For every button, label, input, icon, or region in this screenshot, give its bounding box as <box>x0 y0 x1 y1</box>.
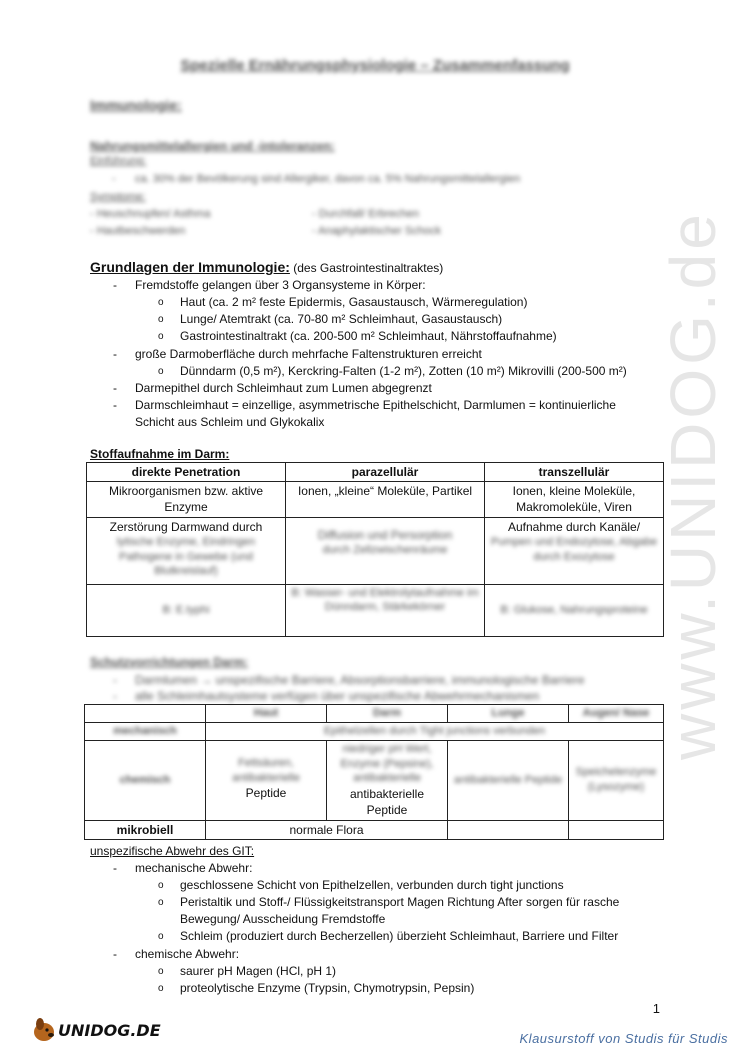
page-number: 1 <box>652 1001 660 1016</box>
schutz-heading: Schutzvorrichtungen Darm: <box>90 655 249 669</box>
symptom-item: - Heuschnupfen/ Asthma <box>90 208 211 220</box>
cell-text-blurred: lytische Enzyme, Eindringen Pathogene in Gewebe (und Blutkreislauf) <box>116 535 256 578</box>
dash-bullet: - <box>113 947 117 961</box>
table-cell: B: Glukose, Nahrungsproteine <box>485 584 664 636</box>
list-item: proteolytische Enzyme (Trypsin, Chymotrypsin, Pepsin) <box>180 981 475 995</box>
table-cell: B: E.typhi <box>87 584 286 636</box>
table-cell: Speichelenzyme (Lysozyme) <box>569 740 664 820</box>
list-item: Bewegung/ Ausscheidung Fremdstoffe <box>180 912 386 926</box>
abwehr-heading: unspezifische Abwehr des GIT: <box>90 844 255 858</box>
list-item: Darmepithel durch Schleimhaut zum Lumen abgegrenzt <box>135 381 432 395</box>
grundlagen-heading-line <box>90 258 443 277</box>
list-item: chemische Abwehr: <box>135 947 240 961</box>
list-item: saurer pH Magen (HCl, pH 1) <box>180 964 337 978</box>
table-cell: Mikroorganismen bzw. aktive Enzyme <box>87 482 286 517</box>
circle-bullet-icon: o <box>158 966 164 977</box>
circle-bullet-icon: o <box>158 297 164 308</box>
table-cell: Ionen, kleine Moleküle, Makromoleküle, Viren <box>485 482 664 517</box>
cell-text-blurred: durch Zellzwischenräume <box>322 543 448 556</box>
logo-text: UNIDOG.DE <box>58 1021 161 1040</box>
cell-text: Peptide <box>366 803 408 818</box>
cell-text: Peptide <box>245 786 287 801</box>
cell-text-blurred: Diffusion und Persorption <box>317 527 453 542</box>
table-cell <box>569 820 664 839</box>
cell-text-blurred: Fettsäuren, antibakterielle <box>232 756 300 784</box>
list-item: mechanische Abwehr: <box>135 861 253 875</box>
allergien-heading: Nahrungsmittelallergien und -intoleranzen: <box>90 139 335 153</box>
circle-bullet-icon: o <box>158 366 164 377</box>
table-cell <box>448 820 569 839</box>
grundlagen-heading: Grundlagen der Immunologie: <box>90 259 290 275</box>
circle-bullet-icon: o <box>158 880 164 891</box>
page-title: Spezielle Ernährungsphysiologie – Zusammenfassung <box>180 57 570 74</box>
schutz-table <box>84 704 664 840</box>
list-item: Dünndarm (0,5 m²), Kerckring-Falten (1-2 m²), Zotten (10 m²) Mikrovilli (200-500 m²) <box>180 364 627 378</box>
stoffaufnahme-heading: Stoffaufnahme im Darm: <box>90 447 230 461</box>
table-cell <box>87 517 286 584</box>
table-cell: B: Wasser- und Elektrolytaufnahme im Dünndarm, Stärkekörner <box>286 584 485 636</box>
list-item: Fremdstoffe gelangen über 3 Organsysteme in Körper: <box>135 278 426 292</box>
cell-text: antibakterielle <box>349 787 425 802</box>
row-label: mikrobiell <box>85 820 206 839</box>
table-header: transzellulär <box>485 463 664 482</box>
table-header: Haut <box>206 705 327 723</box>
list-item: Lunge/ Atemtrakt (ca. 70-80 m² Schleimhaut, Gasaustausch) <box>180 312 503 326</box>
footer-tagline: Klausurstoff von Studis für Studis <box>519 1031 728 1046</box>
list-item: Haut (ca. 2 m² feste Epidermis, Gasaustausch, Wärmeregulation) <box>180 295 528 309</box>
table-header: Augen/ Nase <box>569 705 664 723</box>
dash-bullet: - <box>113 381 117 395</box>
symptom-item: - Durchfall/ Erbrechen <box>312 208 419 220</box>
list-item: alle Schleimhautsysteme verfügen über unspezifische Abwehrmechanismen <box>135 689 540 703</box>
grundlagen-suffix: (des Gastrointestinaltraktes) <box>289 261 444 275</box>
table-header: direkte Penetration <box>87 463 286 482</box>
circle-bullet-icon: o <box>158 931 164 942</box>
symptom-item: - Hautbeschwerden <box>90 225 186 237</box>
stoffaufnahme-table <box>86 462 664 637</box>
symptom-item: - Anaphylaktischer Schock <box>312 225 442 237</box>
table-header <box>85 705 206 723</box>
table-cell <box>206 740 327 820</box>
circle-bullet-icon: o <box>158 897 164 908</box>
dash-bullet: - <box>113 278 117 292</box>
table-cell: normale Flora <box>206 820 448 839</box>
list-item: Darmschleimhaut = einzellige, asymmetrische Epithelschicht, Darmlumen = kontinuierliche <box>135 398 616 412</box>
table-header: Lunge <box>448 705 569 723</box>
cell-text: Aufnahme durch Kanäle/ <box>507 519 641 534</box>
einfuehrung-dash: - <box>112 173 116 185</box>
row-label: chemisch <box>85 740 206 820</box>
dash-bullet: - <box>113 673 117 687</box>
list-item: geschlossene Schicht von Epithelzellen, verbunden durch tight junctions <box>180 878 564 892</box>
table-header: Darm <box>327 705 448 723</box>
cell-text-blurred: Pumpen und Endozytose, Abgabe durch Exozytose <box>490 535 658 563</box>
dash-bullet: - <box>113 861 117 875</box>
dash-bullet: - <box>113 347 117 361</box>
table-cell: Epithelzellen durch Tight junctions verbunden <box>206 722 664 740</box>
list-item: große Darmoberfläche durch mehrfache Faltenstrukturen erreicht <box>135 347 482 361</box>
list-item: Peristaltik und Stoff-/ Flüssigkeitstransport Magen Richtung After sorgen für rasche <box>180 895 620 909</box>
symptome-label: Symptome: <box>90 191 146 203</box>
table-cell: Ionen, „kleine“ Moleküle, Partikel <box>286 482 485 517</box>
list-item: Schicht aus Schleim und Glykokalix <box>135 415 325 429</box>
circle-bullet-icon: o <box>158 331 164 342</box>
cell-text-blurred: niedriger pH Wert, Enzyme (Pepsine), antibakterielle <box>340 742 434 785</box>
section-heading-immunologie: Immunologie: <box>90 97 182 113</box>
list-item: Schleim (produziert durch Becherzellen) überzieht Schleimhaut, Barriere und Filter <box>180 929 619 943</box>
einfuehrung-item: ca. 30% der Bevölkerung sind Allergiker, davon ca. 5% Nahrungsmittelallergien <box>135 173 521 185</box>
table-cell <box>286 517 485 584</box>
list-item: Darmlumen → unspezifische Barriere, Absorptionsbarriere, immunologische Barriere <box>135 673 585 687</box>
table-cell <box>327 740 448 820</box>
table-cell <box>485 517 664 584</box>
watermark: www.UNIDOG.de <box>657 210 729 760</box>
row-label: mechanisch <box>85 722 206 740</box>
einfuehrung-label: Einführung: <box>90 155 147 167</box>
circle-bullet-icon: o <box>158 983 164 994</box>
cell-text: Zerstörung Darmwand durch <box>109 519 263 534</box>
dash-bullet: - <box>113 398 117 412</box>
dash-bullet: - <box>113 689 117 703</box>
table-cell: antibakterielle Peptide <box>448 740 569 820</box>
table-header: parazellulär <box>286 463 485 482</box>
list-item: Gastrointestinaltrakt (ca. 200-500 m² Schleimhaut, Nährstoffaufnahme) <box>180 329 557 343</box>
circle-bullet-icon: o <box>158 314 164 325</box>
